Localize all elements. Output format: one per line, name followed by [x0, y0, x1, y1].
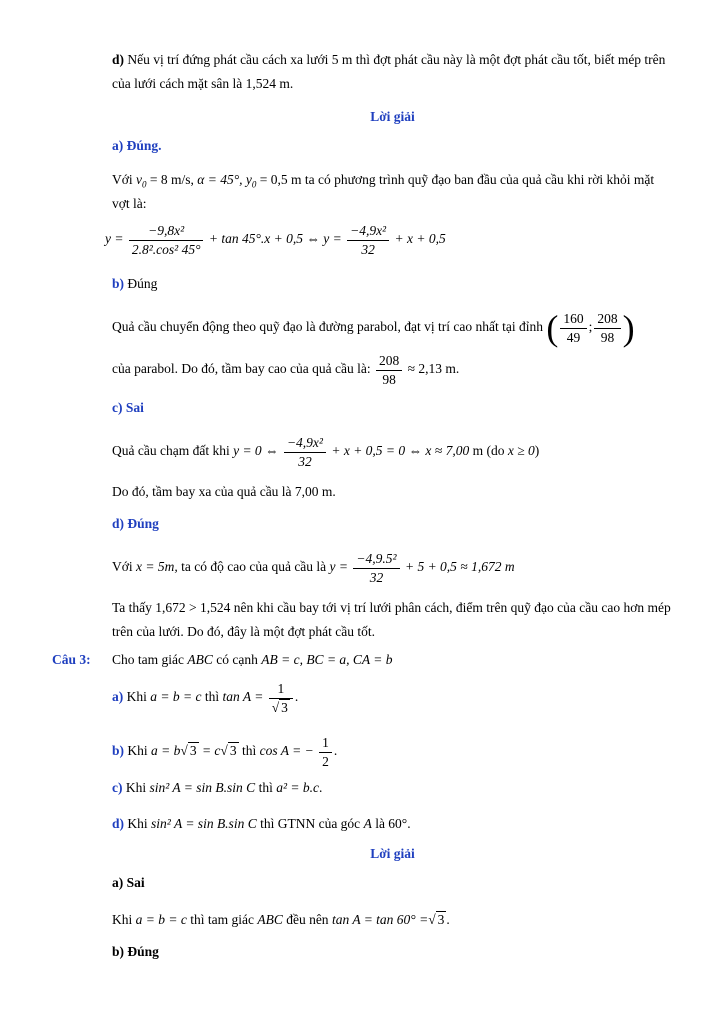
label: b)	[112, 743, 125, 759]
label: c)	[112, 780, 123, 795]
text: Với	[112, 172, 133, 187]
fraction	[129, 222, 204, 258]
text: .	[333, 743, 338, 759]
answer-c-text2: Do đó, tầm bay xa của quả cầu là 7,00 m.	[112, 484, 336, 499]
eq-part: + x + 0,5 = 0 ⇔ x ≈ 7,00	[331, 443, 470, 459]
text: )	[534, 443, 540, 459]
text: .	[407, 816, 411, 831]
question-3-d	[112, 812, 673, 836]
eq-part: tan A =	[222, 689, 264, 705]
eq-part: x = 5m,	[136, 559, 178, 575]
radicand: 3	[229, 743, 237, 759]
part-label: d)	[112, 52, 125, 67]
numerator: 1	[269, 680, 293, 699]
text: là 60°	[375, 816, 408, 831]
equation-trajectory	[105, 222, 673, 258]
fraction	[376, 352, 402, 388]
text: Quả cầu chạm đất khi	[112, 443, 230, 459]
denominator: 98	[382, 371, 396, 387]
eq-part: + x + 0,5	[394, 231, 446, 247]
answer-d-heading: d) Đúng	[112, 516, 159, 531]
text: Với	[112, 559, 133, 575]
alpha: α = 45°,	[197, 172, 243, 187]
numerator: 160	[560, 310, 586, 329]
answer-c-heading: c) Sai	[112, 400, 144, 415]
denominator: 32	[298, 453, 312, 469]
triangle: ABC	[187, 652, 213, 667]
text: Cho tam giác	[112, 652, 184, 667]
numerator: 1	[319, 734, 332, 753]
text: thì	[204, 689, 220, 705]
sym: v	[136, 172, 143, 187]
answer-d-text2: Ta thấy 1,672 > 1,524 nên khi cầu bay tới vị trí lưới phân cách, điểm trên quỹ đạo của cầu cao hơn mép trên của lưới. Do đó, đây là một đợt phát cầu tốt.	[112, 600, 671, 639]
denominator: 98	[600, 329, 615, 345]
sqrt	[436, 908, 450, 932]
question-3-c	[112, 776, 673, 800]
radicand: 3	[189, 743, 197, 759]
v0	[136, 172, 147, 190]
radicand: 3	[437, 912, 445, 927]
question-3-b: b) Khi a = b√ 3 = c√ 3 thì cos A = − $\frac{1}{2}$ .	[112, 735, 338, 769]
eq-part: y = 0 ⇔	[233, 443, 279, 459]
eq-part: y =	[105, 231, 124, 247]
text: Khi	[127, 816, 148, 831]
eq-part: cos A = −	[259, 743, 314, 759]
eq-part: + tan 45°.x + 0,5 ⇔ y =	[208, 231, 342, 247]
paren-open: (	[546, 308, 559, 349]
eq-part: = c	[201, 743, 221, 759]
question-3-label: Câu 3:	[52, 652, 91, 667]
eq-part: sin² A = sin B.sin C	[151, 816, 257, 831]
question-3-a	[112, 680, 673, 716]
text: đều nên	[286, 912, 329, 927]
text: thì tam giác	[190, 912, 254, 927]
denominator: 2	[322, 753, 329, 769]
text: Khi	[127, 743, 148, 759]
v0-value: = 8 m/s,	[149, 172, 194, 187]
numerator: −4,9x²	[347, 222, 389, 241]
sub: 0	[142, 179, 147, 190]
sqrt	[279, 700, 290, 716]
text: thì	[241, 743, 257, 759]
eq-part: + 5 + 0,5 ≈ 1,672 m	[404, 559, 515, 575]
text: Khi	[125, 780, 147, 795]
answer-a-text	[112, 168, 673, 216]
answer-b-text	[112, 308, 673, 349]
sym: y	[245, 172, 252, 187]
denominator: 2.8².cos² 45°	[131, 241, 201, 257]
solution-heading-2: Lời giải	[370, 846, 415, 861]
label: a)	[112, 689, 124, 705]
numerator: −4,9.5²	[353, 550, 399, 569]
text: Khi	[112, 912, 133, 927]
text: Khi	[126, 689, 147, 705]
question-3-text	[112, 648, 673, 672]
eq-part: a = b = c	[150, 689, 202, 705]
fraction	[347, 222, 389, 258]
denominator: √ 3	[271, 699, 288, 715]
part-text: Nếu vị trí đứng phát cầu cách xa lưới 5 m thì đợt phát cầu này là một đợt phát cầu tốt, biết mép trên của lưới cách mặt sân là 1,524 m.	[112, 52, 666, 91]
text: ta có độ cao của quả cầu là	[181, 559, 327, 575]
denominator: 32	[361, 241, 375, 257]
text: có cạnh	[216, 652, 258, 667]
sides: AB = c, BC = a, CA = b	[261, 652, 393, 667]
sub: 0	[251, 179, 257, 190]
verdict: Đúng	[127, 276, 158, 291]
denominator: 49	[566, 329, 581, 345]
solution-a-heading: a) Sai	[112, 875, 145, 890]
text: thì	[258, 780, 273, 795]
fraction	[269, 680, 293, 716]
triangle: ABC	[257, 912, 283, 927]
text: .	[318, 780, 323, 795]
y0	[245, 172, 257, 190]
eq-part: x ≥ 0	[507, 443, 535, 459]
fraction	[353, 550, 399, 586]
solution-a-text: Khi a = b = c thì tam giác ABC đều nên tan A = tan 60° =√ 3 .	[112, 908, 673, 932]
label: d)	[112, 816, 125, 831]
text: của parabol. Do đó, tầm bay cao của quả cầu là:	[112, 361, 371, 377]
answer-b-heading	[112, 272, 673, 296]
sqrt	[188, 739, 199, 763]
radicand: 3	[281, 699, 288, 715]
sqrt	[228, 739, 239, 763]
fraction	[560, 310, 586, 346]
fraction	[319, 734, 332, 770]
numerator: −4,9x²	[284, 434, 326, 453]
numerator: 208	[594, 310, 620, 329]
numerator: −9,8x²	[129, 222, 204, 241]
eq-part: a = b	[151, 743, 181, 759]
eq-part: y =	[329, 559, 349, 575]
text: .	[446, 912, 450, 927]
answer-c-text	[112, 434, 673, 470]
answer-d-text	[112, 550, 673, 586]
fraction	[284, 434, 326, 470]
denominator: 32	[369, 569, 384, 585]
eq-part: A	[363, 816, 372, 831]
eq-part: tan A = tan 60° =	[331, 912, 429, 927]
answer-a-heading: a) Đúng.	[112, 138, 162, 153]
eq-part: a = b = c	[135, 912, 187, 927]
eq-part: a² = b.c	[276, 780, 319, 795]
label: b)	[112, 276, 125, 291]
text: m (do	[472, 443, 505, 459]
solution-b-heading: b) Đúng	[112, 944, 159, 959]
text: thì GTNN của góc	[260, 816, 361, 831]
solution-heading: Lời giải	[370, 109, 415, 124]
paren-close: )	[622, 308, 635, 349]
text: ta có phương trình quỹ đạo ban đầu của quả cầu khi rời khỏi mặt vợt là:	[112, 172, 655, 211]
separator: ;	[588, 319, 593, 335]
numerator: 208	[376, 352, 402, 371]
fraction	[594, 310, 620, 346]
y0-value: = 0,5 m	[259, 172, 302, 187]
eq-part: sin² A = sin B.sin C	[149, 780, 256, 795]
answer-b-text2	[112, 352, 673, 388]
text: Quả cầu chuyển động theo quỹ đạo là đường parabol, đạt vị trí cao nhất tại đỉnh	[112, 319, 543, 335]
question-part-d	[112, 48, 673, 96]
value: ≈ 2,13 m.	[407, 361, 460, 377]
text: .	[294, 689, 299, 705]
